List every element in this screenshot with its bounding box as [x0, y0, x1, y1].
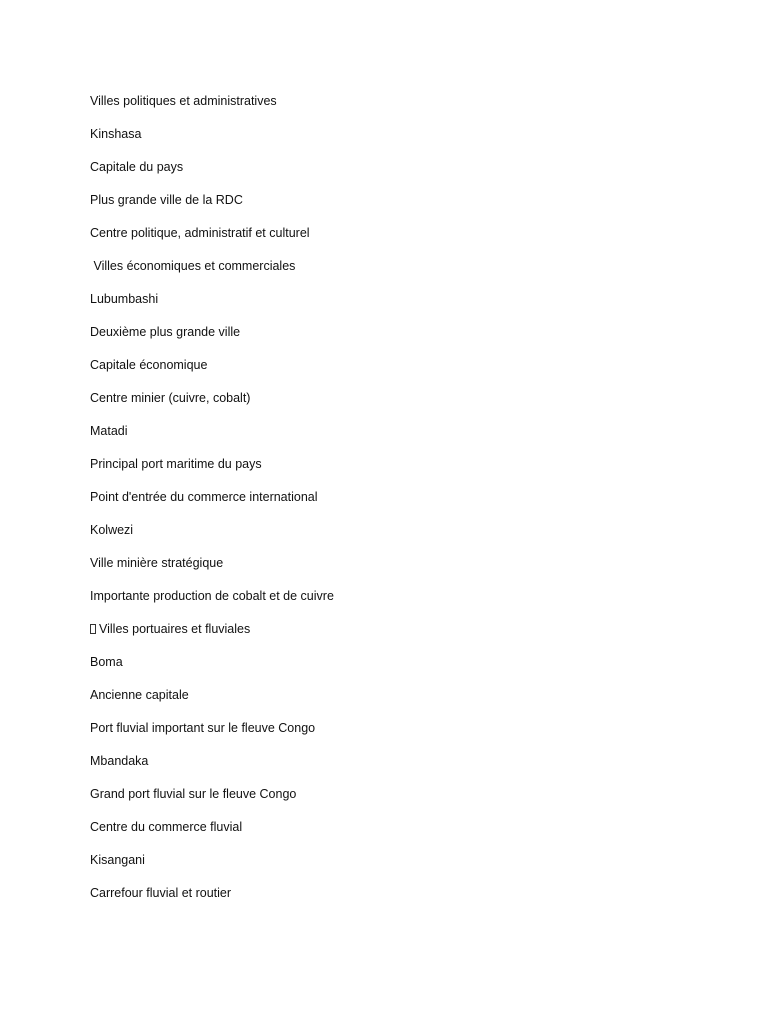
- city-name-boma: Boma: [90, 655, 123, 669]
- text-line: Principal port maritime du pays: [90, 457, 262, 471]
- text-line: Deuxième plus grande ville: [90, 325, 241, 339]
- city-name-kisangani: Kisangani: [90, 853, 145, 867]
- section-heading-politiques: Villes politiques et administratives: [90, 94, 277, 108]
- city-name-matadi: Matadi: [90, 424, 128, 438]
- text-line: Point d'entrée du commerce international: [90, 490, 318, 504]
- text-line: Centre du commerce fluvial: [90, 820, 243, 834]
- text-line: Capitale du pays: [90, 160, 184, 174]
- section-heading-portuaires: [90, 621, 690, 637]
- city-name-kolwezi: Kolwezi: [90, 523, 134, 537]
- text-line: Importante production de cobalt et de cuivre: [90, 589, 334, 603]
- section-heading-portuaires-label: Villes portuaires et fluviales: [99, 622, 251, 636]
- text-line: Carrefour fluvial et routier: [90, 886, 232, 900]
- text-line: Capitale économique: [90, 358, 208, 372]
- text-line: Centre minier (cuivre, cobalt): [90, 391, 251, 405]
- city-name-mbandaka: Mbandaka: [90, 754, 149, 768]
- text-line: Plus grande ville de la RDC: [90, 193, 243, 207]
- section-heading-economiques: Villes économiques et commerciales: [90, 259, 296, 273]
- city-name-kinshasa: Kinshasa: [90, 127, 142, 141]
- document-body: [90, 93, 690, 918]
- text-line: Centre politique, administratif et culturel: [90, 226, 310, 240]
- text-line: Port fluvial important sur le fleuve Congo: [90, 721, 316, 735]
- text-line: Grand port fluvial sur le fleuve Congo: [90, 787, 297, 801]
- city-name-lubumbashi: Lubumbashi: [90, 292, 159, 306]
- missing-glyph-icon: [90, 624, 96, 634]
- text-line: Ancienne capitale: [90, 688, 189, 702]
- text-line: Ville minière stratégique: [90, 556, 224, 570]
